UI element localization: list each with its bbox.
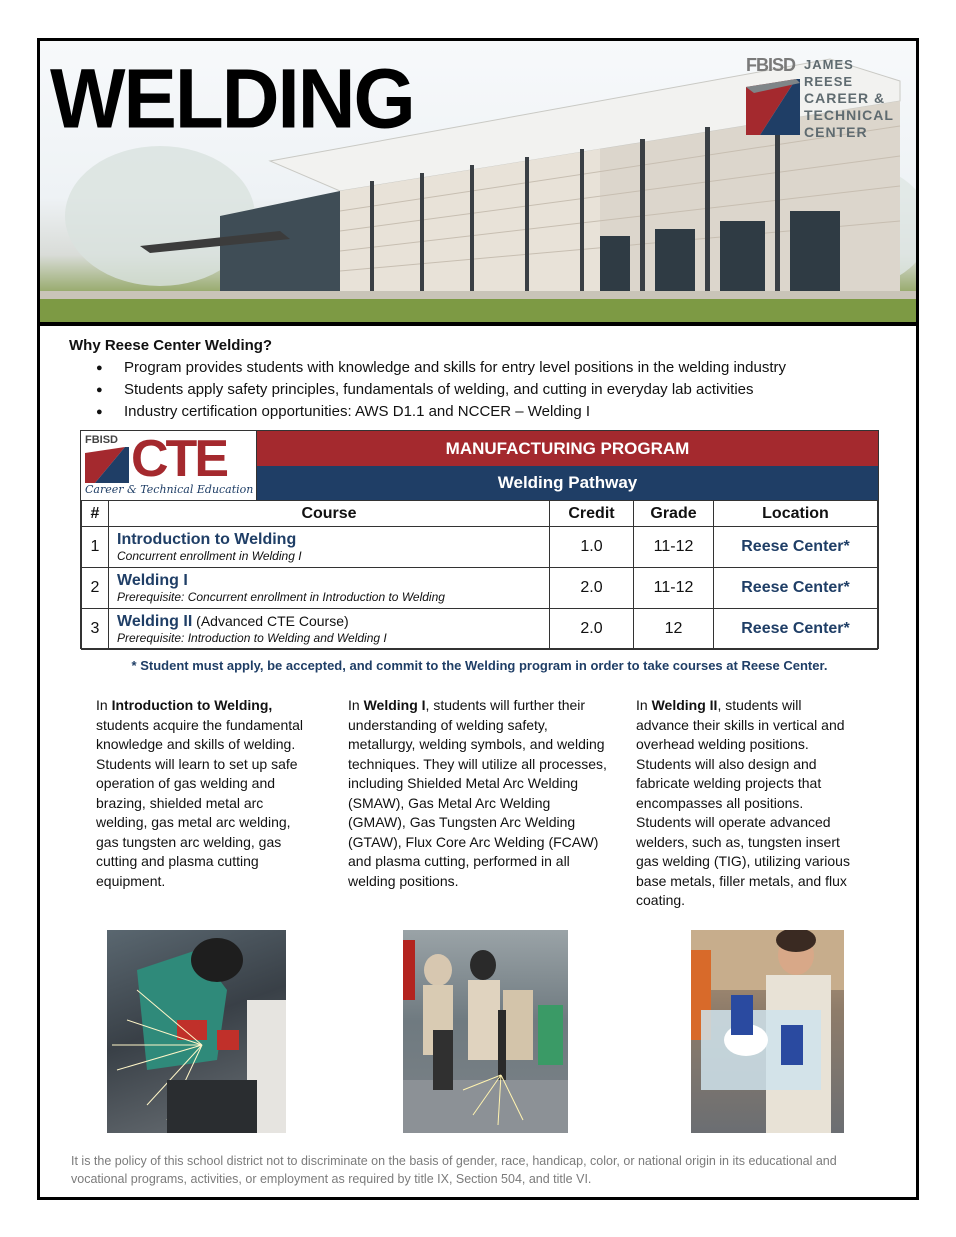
intro-welding-description: In Introduction to Welding, students acquire the fundamental knowledge and skills of welding. Students will learn to set up safe operation of gas welding and brazing, shielded metal arc welding, gas metal arc welding, gas tungsten arc welding, gas cutting and plasma cutting equipment. <box>96 697 304 889</box>
program-banner: MANUFACTURING PROGRAM <box>257 431 878 466</box>
row-course <box>109 568 550 609</box>
header-num: # <box>82 501 109 527</box>
table-row <box>82 527 878 568</box>
cte-logo <box>81 431 257 500</box>
table-header-row <box>82 501 878 527</box>
row-credit: 2.0 <box>550 568 634 609</box>
row-num: 3 <box>82 609 109 650</box>
row-grade: 12 <box>634 609 714 650</box>
apply-note: * Student must apply, be accepted, and commit to the Welding program in order to take courses at Reese Center. <box>131 658 828 673</box>
nondiscrimination-footer: It is the policy of this school district not to discriminate on the basis of gender, race, handicap, color, or national origin in its educational and vocational programs, activities, or employment as required by title IX, Section 504, and title VI. <box>71 1154 837 1186</box>
fbisd-logo-text: FBISD <box>746 55 795 75</box>
hero-divider <box>40 322 916 326</box>
row-grade: 11-12 <box>634 568 714 609</box>
course-name: Welding I <box>117 572 188 589</box>
fbisd-chevron-icon <box>746 79 800 135</box>
list-item: ● Program provides students with knowledge and skills for entry level positions in the welding industry <box>96 357 786 379</box>
row-credit: 1.0 <box>550 527 634 568</box>
row-location: Reese Center* <box>714 609 878 650</box>
table-row <box>82 609 878 650</box>
welding-2-description: In Welding II, students will advance their skills in vertical and overhead welding positions. Students will also design and fabricate welding projects that encompasses all positions. Students will operate advanced welders, such as, tungsten insert gas welding (TIG), utilizing various base metals, filler metals, and flux coating. <box>636 697 850 908</box>
welding-1-description: In Welding I, students will further their understanding of welding safety, metallurgy, welding symbols, and welding techniques. They will utilize all processes, including Shielded Metal Arc Welding (SMAW), Gas Metal Arc Welding (GMAW), Gas Tungsten Arc Welding (GTAW), Flux Core Arc Welding (FCAW) and plasma cutting, performed in all welding positions. <box>348 697 607 889</box>
cte-subtitle: Career & Technical Education <box>85 483 254 496</box>
reese-center-logo <box>746 55 902 145</box>
pathway-banner: Welding Pathway <box>257 466 878 500</box>
header-location: Location <box>714 501 878 527</box>
row-grade: 11-12 <box>634 527 714 568</box>
table-row <box>82 568 878 609</box>
header-credit: Credit <box>550 501 634 527</box>
row-num: 1 <box>82 527 109 568</box>
row-location: Reese Center* <box>714 568 878 609</box>
row-course <box>109 527 550 568</box>
header-course: Course <box>109 501 550 527</box>
row-num: 2 <box>82 568 109 609</box>
row-location: Reese Center* <box>714 527 878 568</box>
cte-fbisd-text: FBISD <box>85 434 118 446</box>
course-note: Prerequisite: Introduction to Welding and Welding I <box>117 631 387 645</box>
why-bullet-list <box>96 357 786 423</box>
why-heading: Why Reese Center Welding? <box>69 337 273 354</box>
list-item: ● Industry certification opportunities: AWS D1.1 and NCCER – Welding I <box>96 401 786 423</box>
course-name: Welding II <box>117 613 193 630</box>
reese-center-name: JAMES REESE CAREER & TECHNICAL CENTER <box>804 57 894 140</box>
courses-table <box>81 500 878 650</box>
header-grade: Grade <box>634 501 714 527</box>
course-note: Prerequisite: Concurrent enrollment in Introduction to Welding <box>117 590 445 604</box>
course-name: Introduction to Welding <box>117 531 297 548</box>
course-extra: (Advanced CTE Course) <box>192 613 349 629</box>
row-course <box>109 609 550 650</box>
cte-wordmark: CTE <box>131 430 226 488</box>
course-note: Concurrent enrollment in Welding I <box>117 549 302 563</box>
program-table <box>80 430 879 649</box>
welding-photo-group <box>403 930 568 1133</box>
list-item: ● Students apply safety principles, fundamentals of welding, and cutting in everyday lab activities <box>96 379 786 401</box>
hero-banner <box>40 41 916 326</box>
welding-photo-grinding <box>107 930 286 1133</box>
row-credit: 2.0 <box>550 609 634 650</box>
welding-photo-tig <box>691 930 844 1133</box>
cte-chevron-icon <box>85 447 129 483</box>
page-title: WELDING <box>50 51 414 146</box>
